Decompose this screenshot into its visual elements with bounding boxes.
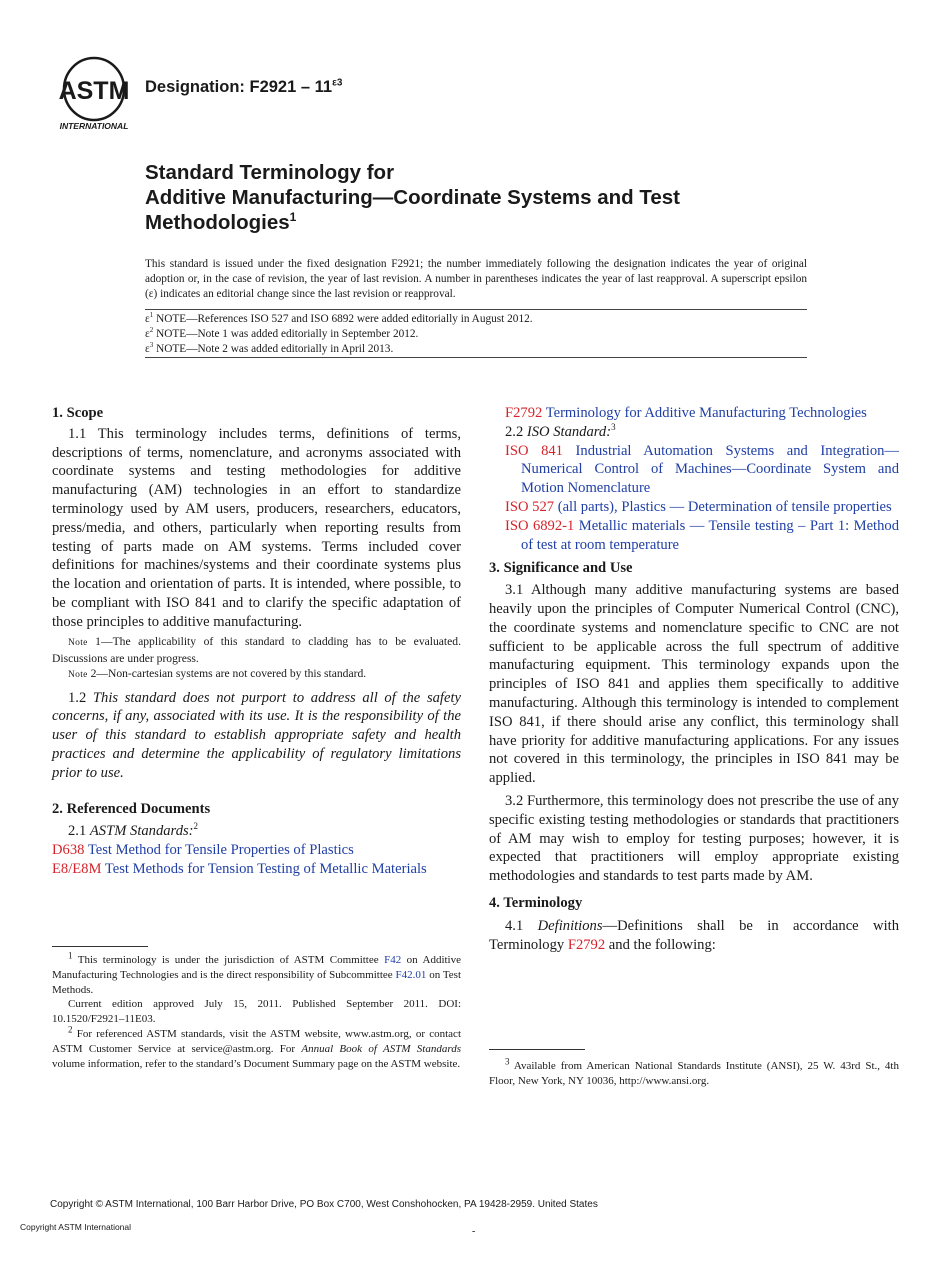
paragraph-1-2: 1.2 This standard does not purport to address all of the safety concerns, if any, associated with its use. It is the responsibility of the user of this standard to establish appropriate safety and health practices and determine the applicability of regulatory limitations prior to use.	[52, 689, 461, 781]
subcommittee-link[interactable]: F42.01	[395, 968, 427, 981]
intro-paragraph: This standard is issued under the fixed designation F2921; the number immediately following the designation indicates the year of original adoption or, in the case of revision, the year of last revision. A number in parentheses indicates the year of last reapproval. A superscript epsilon (ε) indicates an editorial change since the last revision or reapproval.	[145, 258, 807, 300]
reference-code-link[interactable]: ISO 841	[505, 442, 563, 459]
section-heading-referenced-documents: 2. Referenced Documents	[52, 800, 211, 817]
reference-e8	[52, 860, 461, 879]
footnotes-left	[52, 950, 462, 1071]
reference-iso-527	[489, 498, 899, 517]
page-title	[145, 160, 825, 235]
paragraph-2-2: 2.2 ISO Standard:$^3$	[505, 421, 616, 440]
reference-title-link[interactable]: Test Method for Tensile Properties of Plastics	[84, 842, 354, 859]
title-line: Methodologies$^1$	[145, 210, 297, 234]
section-heading-significance: 3. Significance and Use	[489, 560, 633, 577]
reference-code-link[interactable]: ISO 527	[505, 498, 555, 515]
paragraph-3-2: 3.2 Furthermore, this terminology does not prescribe the use of any specific existing testing methodologies or standards that practitioners of AM may wish to employ for testing purposes; however, it is expected that practitioners will employ appropriate existing methodologies and standards to test parts made by AM.	[489, 792, 899, 885]
title-line: Standard Terminology for	[145, 161, 395, 184]
committee-link[interactable]: F42	[384, 954, 402, 966]
paragraph-2-1: 2.1 ASTM Standards:$^2$	[68, 821, 199, 840]
reference-title-link[interactable]: (all parts), Plastics — Determination of tensile properties	[554, 498, 892, 515]
left-column	[52, 404, 461, 879]
reference-title-link[interactable]: Industrial Automation Systems and Integration—Numerical Control of Machines—Coordinate System and Motion Nomenclature	[521, 442, 900, 497]
footnote-rule	[489, 1049, 585, 1050]
editorial-notes	[145, 312, 807, 357]
footer-small-copyright: Copyright ASTM International	[20, 1222, 132, 1232]
astm-logo	[52, 55, 136, 133]
reference-d638	[52, 841, 461, 860]
footer-copyright: Copyright © ASTM International, 100 Barr Harbor Drive, PO Box C700, West Conshohocken, PA 19428-2959. United States	[50, 1199, 598, 1210]
designation-superscript: ε3	[332, 77, 343, 89]
notes-bottom-rule	[145, 357, 807, 358]
right-column	[489, 404, 899, 954]
note-1: Note 1—The applicability of this standard to cladding has to be evaluated. Discussions are under progress.	[52, 634, 461, 665]
paragraph-3-1: 3.1 Although many additive manufacturing systems are based heavily upon the principles of Computer Numerical Control (CNC), the coordinate systems and nomenclature specific to CNC are not sufficient to be applicable across the full spectrum of additive manufacturing equipment. This terminology expands upon the principles of ISO 841 and applies them specifically to additive manufacturing. Although this terminology is intended to complement ISO 841, if there should arise any conflict, this terminology shall have priority for additive manufacturing applications. For any issues not covered in this terminology, the principles in ISO 841 may be applied.	[489, 582, 899, 787]
reference-iso-6892-1	[489, 517, 899, 555]
footnote-1: $^1$ This terminology is under the jurisdiction of ASTM Committee F42 on Additive Manufacturing Technologies and is the direct responsibility of Subcommittee F42.01 on Test Methods.	[52, 950, 462, 996]
section-heading-scope: 1. Scope	[52, 405, 104, 421]
reference-code-link[interactable]: E8/E8M	[52, 860, 102, 877]
title-footnote-mark: 1	[289, 210, 297, 225]
footnote-2: $^2$ For referenced ASTM standards, visit the ASTM website, www.astm.org, or contact ASTM Customer Service at service@astm.org. For Annual Book of ASTM Standards volume information, refer to the standard’s Document Summary page on the ASTM website.	[52, 1024, 461, 1070]
logo-subtext: INTERNATIONAL	[59, 121, 129, 131]
paragraph-4-1: 4.1 Definitions—Definitions shall be in accordance with Terminology F2792 and the following:	[489, 917, 900, 953]
reference-code-link[interactable]: D638	[52, 842, 85, 859]
footnotes-right	[489, 1056, 899, 1089]
footnote-rule	[52, 946, 148, 947]
paragraph-1-1: 1.1 This terminology includes terms, definitions of terms, descriptions of terms, nomenclature, and acronyms associated with coordinate systems and testing methodologies for additive manufacturing (AM) technologies in an effort to standardize terminology used by AM users, producers, researchers, educators, press/media, and others, particularly when reporting results from testing of parts made on AM systems. Terms included cover definitions for machines/systems and their coordinate systems plus the location and orientation of parts. It is intended, where possible, to be compliant with ISO 841 and to clarify the specific adaptation of those principles to additive manufacturing.	[52, 425, 461, 630]
reference-title-link[interactable]: Terminology for Additive Manufacturing Technologies	[542, 405, 867, 421]
section-heading-terminology: 4. Terminology	[489, 894, 583, 911]
reference-title-link[interactable]: Metallic materials — Tensile testing – Part 1: Method of test at room temperature	[521, 517, 899, 553]
footnote-3: $^3$ Available from American National Standards Institute (ANSI), 25 W. 43rd St., 4th Floor, New York, NY 10036, http://www.ansi.org.	[489, 1056, 899, 1087]
editorial-note: $\varepsilon^1$ NOTE—References ISO 527 and ISO 6892 were added editorially in August 2012.	[145, 311, 533, 325]
footnote-1-edition: Current edition approved July 15, 2011. Published September 2011. DOI: 10.1520/F2921–11E03.	[52, 998, 461, 1026]
notes-top-rule	[145, 309, 807, 310]
note-2: Note 2—Non-cartesian systems are not covered by this standard.	[68, 666, 367, 680]
editorial-note: $\varepsilon^2$ NOTE—Note 1 was added editorially in September 2012.	[145, 326, 419, 340]
editorial-note: $\varepsilon^3$ NOTE—Note 2 was added editorially in April 2013.	[145, 341, 394, 355]
page-marker: -	[472, 1226, 476, 1237]
reference-iso-841	[489, 442, 899, 498]
reference-title-link[interactable]: Test Methods for Tension Testing of Metallic Materials	[101, 860, 427, 877]
reference-code-link[interactable]: ISO 6892-1	[505, 517, 575, 534]
logo-text: ASTM	[58, 77, 130, 105]
designation-label: Designation: F2921 – 11	[145, 78, 333, 96]
reference-f2792	[489, 404, 899, 423]
reference-code-link[interactable]: F2792	[505, 405, 543, 421]
title-line: Additive Manufacturing—Coordinate Systems and Test	[145, 186, 680, 209]
terminology-link[interactable]: F2792	[567, 936, 606, 953]
designation	[145, 78, 342, 97]
